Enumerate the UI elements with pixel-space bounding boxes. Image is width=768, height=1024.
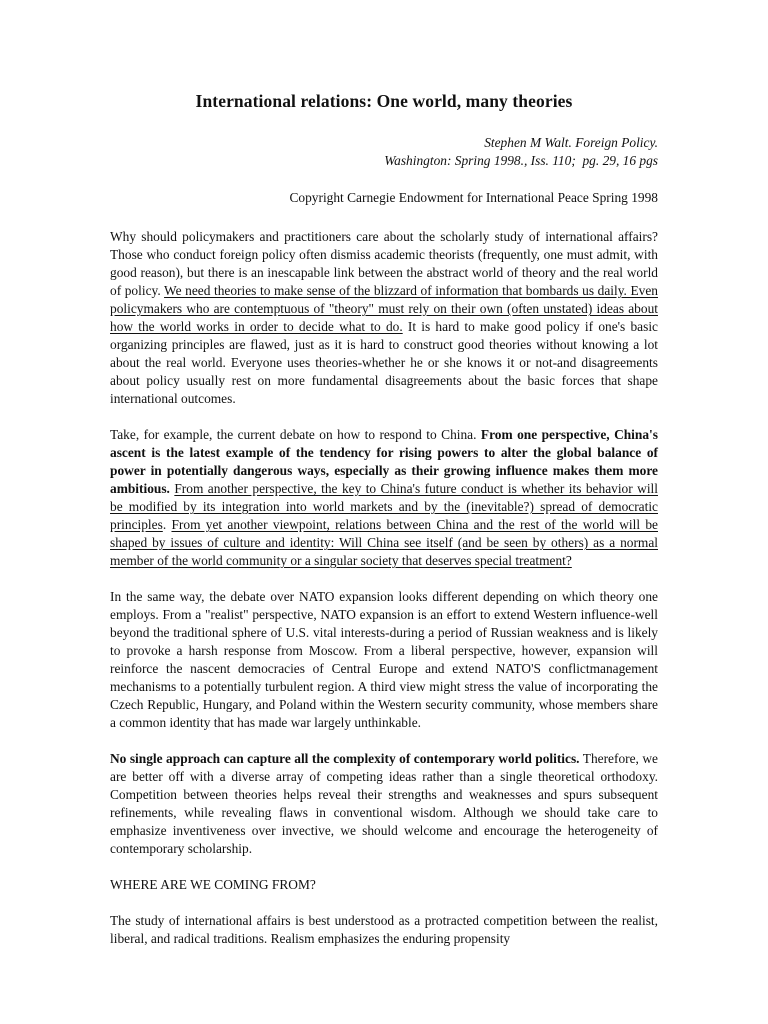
text-run: Take, for example, the current debate on how to respond to China. [110,427,481,442]
bold-text: From one perspective, China's ascent is the latest example of the tendency for rising powers to alter the global balance of power in potentially dangerous ways, especially as their growing influence makes them more ambitious. [110,427,658,496]
body-paragraph: The study of international affairs is best understood as a protracted competition between the realist, liberal, and radical traditions. Realism emphasizes the enduring propensity [110,913,658,946]
byline [110,134,658,170]
body-paragraph [110,426,658,570]
underlined-text: From another perspective, the key to China's future conduct is whether its behavior will be modified by its integration into world markets and by the (inevitable?) spread of democratic principles [110,481,658,532]
bold-text: No single approach can capture all the complexity of contemporary world politics. [110,751,580,766]
byline-publication-details: Washington: Spring 1998., Iss. 110; pg. 29, 16 pgs [384,153,658,168]
body-paragraph [110,228,658,408]
article-body [110,228,658,858]
article-title: International relations: One world, many theories [195,91,573,111]
body-paragraph [110,750,658,858]
byline-author-source: Stephen M Walt. Foreign Policy. [484,135,658,150]
body-paragraph [110,588,658,732]
text-run: Therefore, we are better off with a diverse array of competing ideas rather than a single theoretical orthodoxy. Competition between theories helps reveal their strengths and weaknesses and spurs subsequent refinements, while revealing flaws in conventional wisdom. Although we should take care to emphasize inventiveness over invective, we should welcome and encourage the heterogeneity of contemporary scholarship. [110,751,658,856]
text-run: . [162,517,172,532]
document-page [110,88,658,948]
underlined-text: From yet another viewpoint, relations between China and the rest of the world will be shaped by issues of culture and identity: Will China see itself (and be seen by others) as a normal member of the world community or a singular society that deserves special treatment? [110,517,658,568]
text-run: Why should policymakers and practitioners care about the scholarly study of international affairs? Those who conduct foreign policy often dismiss academic theorists (frequently, one must admit, with good reason), but there is an inescapable link between the abstract world of theory and the real world of policy. [110,229,658,298]
section-heading: WHERE ARE WE COMING FROM? [110,877,316,892]
text-run: It is hard to make good policy if one's basic organizing principles are flawed, just as it is hard to construct good theories without knowing a lot about the real world. Everyone uses theories-whether he or she knows it or not-and disagreements about policy usually rest on more fundamental disagreements about the basic forces that shape international outcomes. [110,319,658,406]
copyright-notice: Copyright Carnegie Endowment for International Peace Spring 1998 [289,190,658,205]
underlined-text: We need theories to make sense of the blizzard of information that bombards us daily. Even policymakers who are contemptuous of "theory" must rely on their own (often unstated) ideas about how the world works in order to decide what to do. [110,283,658,334]
text-run: In the same way, the debate over NATO expansion looks different depending on which theory one employs. From a "realist" perspective, NATO expansion is an effort to extend Western influence-well beyond the traditional sphere of U.S. vital interests-during a period of Russian weakness and is likely to provoke a harsh response from Moscow. From a liberal perspective, however, expansion will reinforce the nascent democracies of Central Europe and extend NATO'S conflictmanagement mechanisms to a potentially turbulent region. A third view might stress the value of incorporating the Czech Republic, Hungary, and Poland within the Western security community, whose members share a common identity that has made war largely unthinkable. [110,589,658,730]
